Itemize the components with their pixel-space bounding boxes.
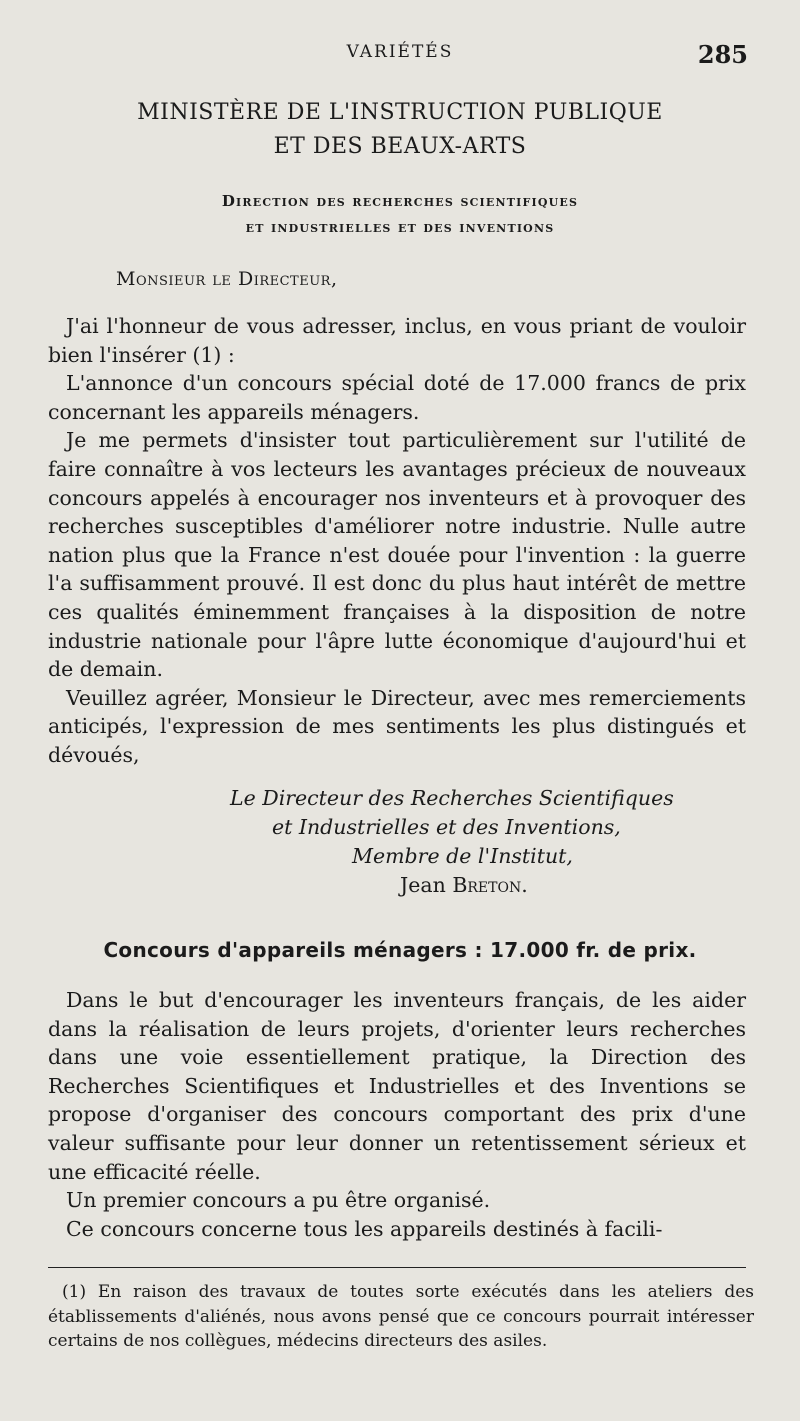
- direction-line-1: Direction des recherches scientifiques: [221, 192, 579, 210]
- concours-body: [48, 986, 746, 1243]
- running-header: [0, 40, 800, 70]
- running-title: VARIÉTÉS: [346, 42, 454, 62]
- signature-line-1: Le Directeur des Recherches Scientifiques: [230, 786, 674, 810]
- signatory-first-name: Jean: [400, 873, 446, 897]
- ministry-heading: [0, 96, 800, 164]
- signatory-name: [400, 871, 528, 900]
- letter-paragraph: L'annonce d'un concours spécial doté de 17.000 francs de prix concernant les appareils ménagers.: [48, 371, 746, 424]
- concours-paragraph: Un premier concours a pu être organisé.: [66, 1188, 491, 1213]
- signature-line-3: Membre de l'Institut,: [352, 844, 573, 868]
- letter-paragraph: Je me permets d'insister tout particulièrement sur l'utilité de faire connaître à vos lecteurs les avantages précieux de nouveaux concours appelés à encourager nos inventeurs et à provoquer des recherches susceptibles d'améliorer notre industrie. Nulle autre nation plus que la France n'est douée pour l'invention : la guerre l'a suffisamment prouvé. Il est donc du plus haut intérêt de mettre ces qualités éminemment françaises à la disposition de notre industrie nationale pour l'âpre lutte économique d'aujourd'hui et de demain.: [48, 428, 746, 682]
- footnote: [48, 1280, 754, 1354]
- direction-heading: [0, 188, 800, 240]
- footnote-divider: [48, 1267, 746, 1268]
- signatory-last-name: Breton.: [452, 873, 528, 897]
- page-number: 285: [697, 40, 748, 69]
- ministry-line-2: ET DES BEAUX-ARTS: [273, 134, 527, 159]
- section-title: Concours d'appareils ménagers : 17.000 fr. de prix.: [103, 938, 697, 962]
- footnote-text: (1) En raison des travaux de toutes sorte exécutés dans les ateliers des établissements d'aliénés, nous avons pensé que ce concours pourrait intéresser certains de nos collègues, médecins directeurs des asiles.: [48, 1282, 754, 1351]
- ministry-line-1: MINISTÈRE DE L'INSTRUCTION PUBLIQUE: [137, 100, 663, 125]
- concours-paragraph: Ce concours concerne tous les appareils destinés à facili-: [66, 1216, 663, 1241]
- signature-line-2: et Industrielles et des Inventions,: [272, 815, 621, 839]
- salutation: Monsieur le Directeur,: [116, 268, 338, 290]
- letter-paragraph: J'ai l'honneur de vous adresser, inclus, en vous priant de vouloir bien l'insérer (1) :: [48, 314, 746, 367]
- concours-paragraph: Dans le but d'encourager les inventeurs français, de les aider dans la réalisation de leurs projets, d'orienter leurs recherches dans une voie essentiellement pratique, la Direction des Recherches Scientifiques et Industrielles et des Inventions se propose d'organiser des concours comportant des prix d'une valeur suffisante pour leur donner un retentissement sérieux et une efficacité réelle.: [48, 988, 746, 1184]
- letter-paragraph: Veuillez agréer, Monsieur le Directeur, avec mes remerciements anticipés, l'expression de mes sentiments les plus distingués et dévoués,: [48, 685, 746, 767]
- letter-body: [48, 312, 746, 770]
- direction-line-2: et industrielles et des inventions: [245, 218, 555, 236]
